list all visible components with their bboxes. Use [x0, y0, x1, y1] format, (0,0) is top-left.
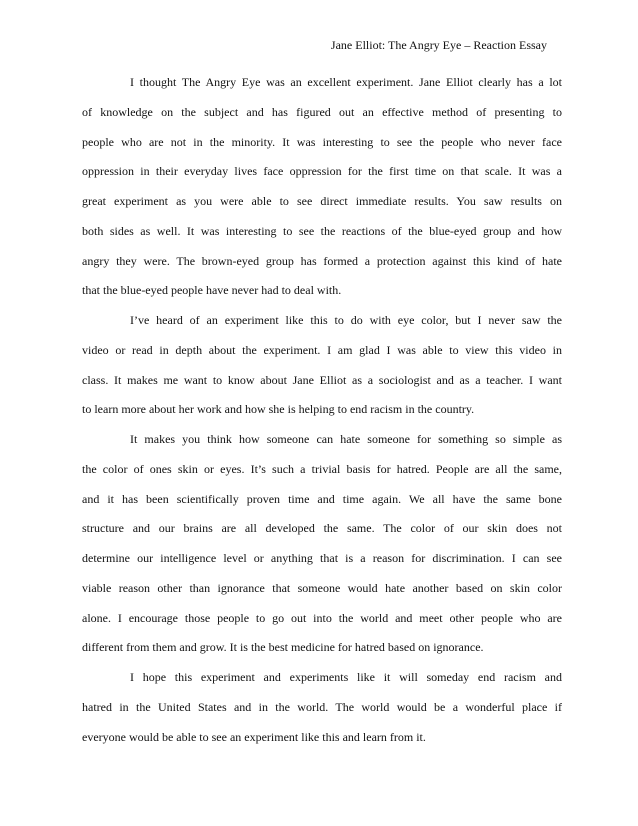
text-line: people who are not in the minority. It was interesting to see the people who never face	[82, 134, 562, 149]
paragraph-2	[82, 306, 562, 425]
text-line: of knowledge on the subject and has figured out an effective method of presenting to	[82, 104, 562, 119]
text-line: I hope this experiment and experiments like it will someday end racism and	[130, 670, 562, 684]
paragraph-3	[82, 425, 562, 663]
text-line: the color of ones skin or eyes. It’s such a trivial basis for hatred. People are all the same,	[82, 461, 562, 476]
text-line: structure and our brains are all developed the same. The color of our skin does not	[82, 521, 562, 536]
text-line: viable reason other than ignorance that someone would hate another based on skin color	[82, 580, 562, 595]
text-line: hatred in the United States and in the world. The world would be a wonderful place if	[82, 699, 562, 714]
text-line: class. It makes me want to know about Jane Elliot as a sociologist and as a teacher. I want	[82, 372, 562, 387]
text-line: determine our intelligence level or anything that is a reason for discrimination. I can see	[82, 551, 562, 565]
text-line: and it has been scientifically proven time and time again. We all have the same bone	[82, 491, 562, 506]
text-line: alone. I encourage those people to go out into the world and meet other people who are	[82, 610, 562, 625]
paragraph-1	[82, 68, 562, 306]
text-line: to learn more about her work and how she is helping to end racism in the country.	[82, 402, 475, 417]
text-line: everyone would be able to see an experiment like this and learn from it.	[82, 729, 426, 744]
text-line: oppression in their everyday lives face oppression for the first time on that scale. It was a	[82, 164, 562, 179]
text-line: angry they were. The brown-eyed group has formed a protection against this kind of hate	[82, 253, 562, 268]
text-line: different from them and grow. It is the best medicine for hatred based on ignorance.	[82, 640, 484, 655]
text-line: great experiment as you were able to see direct immediate results. You saw results on	[82, 194, 562, 208]
text-line: I thought The Angry Eye was an excellent experiment. Jane Elliot clearly has a lot	[130, 75, 562, 89]
text-line: that the blue-eyed people have never had to deal with.	[82, 283, 342, 298]
text-line: video or read in depth about the experiment. I am glad I was able to view this video in	[82, 342, 562, 357]
essay-body	[82, 68, 562, 752]
text-line: I’ve heard of an experiment like this to do with eye color, but I never saw the	[130, 313, 562, 327]
running-header: Jane Elliot: The Angry Eye – Reaction Essay	[330, 38, 547, 52]
paragraph-4	[82, 663, 562, 752]
text-line: It makes you think how someone can hate someone for something so simple as	[130, 432, 562, 446]
text-line: both sides as well. It was interesting to see the reactions of the blue-eyed group and how	[82, 223, 562, 238]
